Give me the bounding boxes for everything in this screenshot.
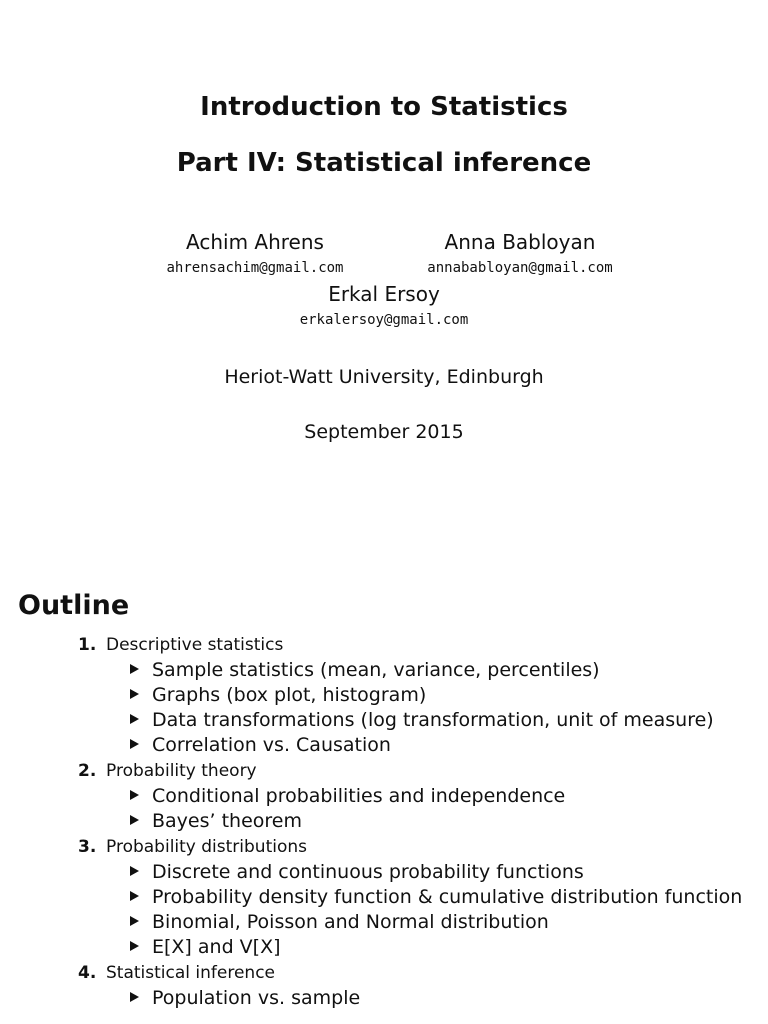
- section-title: Probability distributions: [106, 837, 308, 857]
- date: September 2015: [304, 421, 464, 443]
- bullet-list: [78, 658, 758, 758]
- bullet-list: [78, 986, 758, 1011]
- list-item-text: Population vs. sample: [152, 987, 361, 1009]
- outline-section: [78, 632, 758, 758]
- section-number: 3.: [78, 837, 97, 857]
- triangle-bullet-icon: [130, 664, 139, 674]
- triangle-bullet-icon: [130, 714, 139, 724]
- list-item-text: Discrete and continuous probability functions: [152, 861, 584, 883]
- list-item: [130, 910, 758, 935]
- list-item: [130, 708, 758, 733]
- triangle-bullet-icon: [130, 790, 139, 800]
- outline-list: [78, 632, 758, 1011]
- outline-section: [78, 834, 758, 960]
- list-item-text: Binomial, Poisson and Normal distribution: [152, 911, 549, 933]
- outline-heading: Outline: [18, 590, 130, 621]
- author-name: Achim Ahrens: [186, 230, 324, 254]
- list-item-text: Bayes’ theorem: [152, 810, 302, 832]
- list-item-text: Data transformations (log transformation, unit of measure): [152, 709, 714, 731]
- page-title: Introduction to Statistics: [200, 92, 568, 122]
- list-item: [130, 683, 758, 708]
- list-item-text: Conditional probabilities and independence: [152, 785, 566, 807]
- list-item: [130, 935, 758, 960]
- author-email: annababloyan@gmail.com: [427, 260, 613, 276]
- triangle-bullet-icon: [130, 866, 139, 876]
- triangle-bullet-icon: [130, 891, 139, 901]
- author-email: erkalersoy@gmail.com: [299, 312, 469, 328]
- list-item: [130, 784, 758, 809]
- outline-section: [78, 960, 758, 1011]
- triangle-bullet-icon: [130, 815, 139, 825]
- institution: Heriot-Watt University, Edinburgh: [224, 366, 544, 388]
- section-number: 2.: [78, 761, 97, 781]
- section-number: 4.: [78, 963, 97, 983]
- section-header: [78, 758, 758, 784]
- page-subtitle: Part IV: Statistical inference: [176, 148, 592, 178]
- list-item-text: Correlation vs. Causation: [152, 734, 391, 756]
- list-item-text: Sample statistics (mean, variance, percentiles): [152, 659, 600, 681]
- author-block: [255, 282, 513, 328]
- section-header: [78, 960, 758, 986]
- section-title: Probability theory: [106, 761, 257, 781]
- outline-section: [78, 758, 758, 834]
- triangle-bullet-icon: [130, 916, 139, 926]
- section-header: [78, 834, 758, 860]
- triangle-bullet-icon: [130, 689, 139, 699]
- list-item: [130, 733, 758, 758]
- section-header: [78, 632, 758, 658]
- list-item: [130, 658, 758, 683]
- list-item: [130, 809, 758, 834]
- author-name: Anna Babloyan: [444, 230, 596, 254]
- list-item-text: Graphs (box plot, histogram): [152, 684, 427, 706]
- triangle-bullet-icon: [130, 941, 139, 951]
- section-number: 1.: [78, 635, 97, 655]
- author-name: Erkal Ersoy: [328, 282, 440, 306]
- author-block: [405, 230, 635, 276]
- section-title: Statistical inference: [106, 963, 275, 983]
- list-item: [130, 860, 758, 885]
- triangle-bullet-icon: [130, 992, 139, 1002]
- triangle-bullet-icon: [130, 739, 139, 749]
- section-title: Descriptive statistics: [106, 635, 284, 655]
- bullet-list: [78, 784, 758, 834]
- list-item: [130, 885, 758, 910]
- list-item: [130, 986, 758, 1011]
- list-item-text: Probability density function & cumulative distribution function: [152, 886, 743, 908]
- author-block: [140, 230, 370, 276]
- list-item-text: E[X] and V[X]: [152, 936, 281, 958]
- bullet-list: [78, 860, 758, 960]
- author-email: ahrensachim@gmail.com: [166, 260, 344, 276]
